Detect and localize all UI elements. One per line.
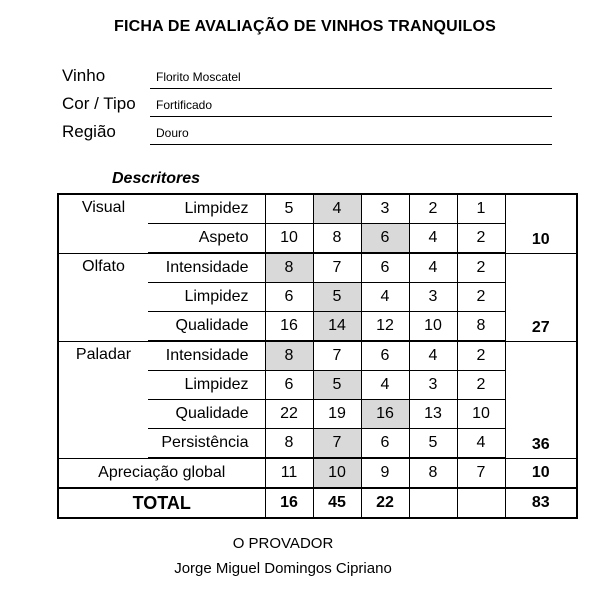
total-column-value: 16 — [265, 488, 313, 518]
region-label: Região — [62, 122, 116, 141]
score-cell-selected[interactable]: 8 — [265, 253, 313, 283]
score-cell-selected[interactable]: 4 — [313, 194, 361, 224]
score-cell[interactable]: 6 — [361, 341, 409, 371]
wine-underline — [150, 88, 552, 89]
score-cell[interactable]: 3 — [409, 371, 457, 400]
subtotal-visual: 10 — [505, 194, 577, 253]
score-cell[interactable]: 4 — [409, 253, 457, 283]
score-cell-selected[interactable]: 10 — [313, 458, 361, 488]
subtotal-global: 10 — [505, 458, 577, 488]
row-label: Limpidez — [148, 283, 265, 312]
score-cell[interactable]: 12 — [361, 312, 409, 342]
score-cell[interactable]: 11 — [265, 458, 313, 488]
score-cell[interactable]: 19 — [313, 400, 361, 429]
score-cell[interactable]: 7 — [313, 253, 361, 283]
type-label: Cor / Tipo — [62, 94, 136, 113]
row-label: Intensidade — [148, 253, 265, 283]
score-cell[interactable]: 5 — [265, 194, 313, 224]
score-cell[interactable]: 4 — [409, 341, 457, 371]
score-cell[interactable]: 6 — [265, 371, 313, 400]
group-paladar: Paladar — [58, 341, 148, 458]
score-cell[interactable]: 8 — [313, 224, 361, 254]
score-cell[interactable]: 4 — [409, 224, 457, 254]
total-row — [58, 488, 577, 518]
score-cell[interactable]: 4 — [361, 371, 409, 400]
score-cell[interactable]: 6 — [265, 283, 313, 312]
row-label: Aspeto — [148, 224, 265, 254]
score-cell[interactable]: 8 — [457, 312, 505, 342]
score-cell[interactable]: 22 — [265, 400, 313, 429]
score-cell[interactable]: 10 — [265, 224, 313, 254]
row-label: Limpidez — [148, 371, 265, 400]
type-underline — [150, 116, 552, 117]
score-cell[interactable]: 5 — [409, 429, 457, 459]
score-cell-selected[interactable]: 6 — [361, 224, 409, 254]
subtotal-olfato: 27 — [505, 253, 577, 341]
global-label: Apreciação global — [58, 458, 265, 488]
score-cell[interactable]: 10 — [457, 400, 505, 429]
total-label: TOTAL — [58, 488, 265, 518]
taster-name: Jorge Miguel Domingos Cipriano — [174, 560, 392, 577]
table-row — [58, 341, 577, 371]
score-cell[interactable]: 4 — [361, 283, 409, 312]
score-cell[interactable]: 8 — [409, 458, 457, 488]
region-value: Douro — [156, 126, 189, 140]
total-column-value: 45 — [313, 488, 361, 518]
score-cell-selected[interactable]: 7 — [313, 429, 361, 459]
region-underline — [150, 144, 552, 145]
score-cell[interactable]: 6 — [361, 253, 409, 283]
score-cell-selected[interactable]: 8 — [265, 341, 313, 371]
wine-value: Florito Moscatel — [156, 70, 241, 84]
group-olfato: Olfato — [58, 253, 148, 341]
row-label: Limpidez — [148, 194, 265, 224]
row-label: Qualidade — [148, 400, 265, 429]
grand-total: 83 — [505, 488, 577, 518]
score-cell[interactable]: 10 — [409, 312, 457, 342]
descriptors-heading: Descritores — [112, 170, 201, 187]
score-cell[interactable]: 7 — [313, 341, 361, 371]
score-cell[interactable]: 7 — [457, 458, 505, 488]
page-title: FICHA DE AVALIAÇÃO DE VINHOS TRANQUILOS — [113, 18, 497, 35]
group-visual: Visual — [58, 194, 148, 253]
score-cell[interactable]: 9 — [361, 458, 409, 488]
total-column-value — [409, 488, 457, 518]
evaluation-table — [57, 193, 578, 519]
score-cell-selected[interactable]: 14 — [313, 312, 361, 342]
taster-heading: O PROVADOR — [232, 535, 334, 552]
score-cell[interactable]: 2 — [457, 341, 505, 371]
score-cell[interactable]: 2 — [457, 253, 505, 283]
subtotal-paladar: 36 — [505, 341, 577, 458]
row-label: Persistência — [148, 429, 265, 459]
score-cell[interactable]: 4 — [457, 429, 505, 459]
type-value: Fortificado — [156, 98, 213, 112]
total-column-value: 22 — [361, 488, 409, 518]
score-cell[interactable]: 2 — [457, 224, 505, 254]
score-cell[interactable]: 2 — [457, 283, 505, 312]
score-cell[interactable]: 16 — [265, 312, 313, 342]
row-label: Qualidade — [148, 312, 265, 342]
score-cell[interactable]: 3 — [409, 283, 457, 312]
score-cell[interactable]: 8 — [265, 429, 313, 459]
score-cell-selected[interactable]: 5 — [313, 371, 361, 400]
table-row — [58, 253, 577, 283]
table-row — [58, 194, 577, 224]
score-cell-selected[interactable]: 5 — [313, 283, 361, 312]
score-cell-selected[interactable]: 16 — [361, 400, 409, 429]
score-cell[interactable]: 2 — [409, 194, 457, 224]
score-cell[interactable]: 13 — [409, 400, 457, 429]
row-label: Intensidade — [148, 341, 265, 371]
score-cell[interactable]: 6 — [361, 429, 409, 459]
score-cell[interactable]: 1 — [457, 194, 505, 224]
total-column-value — [457, 488, 505, 518]
score-cell[interactable]: 2 — [457, 371, 505, 400]
table-row — [58, 458, 577, 488]
score-cell[interactable]: 3 — [361, 194, 409, 224]
wine-label: Vinho — [62, 66, 106, 85]
